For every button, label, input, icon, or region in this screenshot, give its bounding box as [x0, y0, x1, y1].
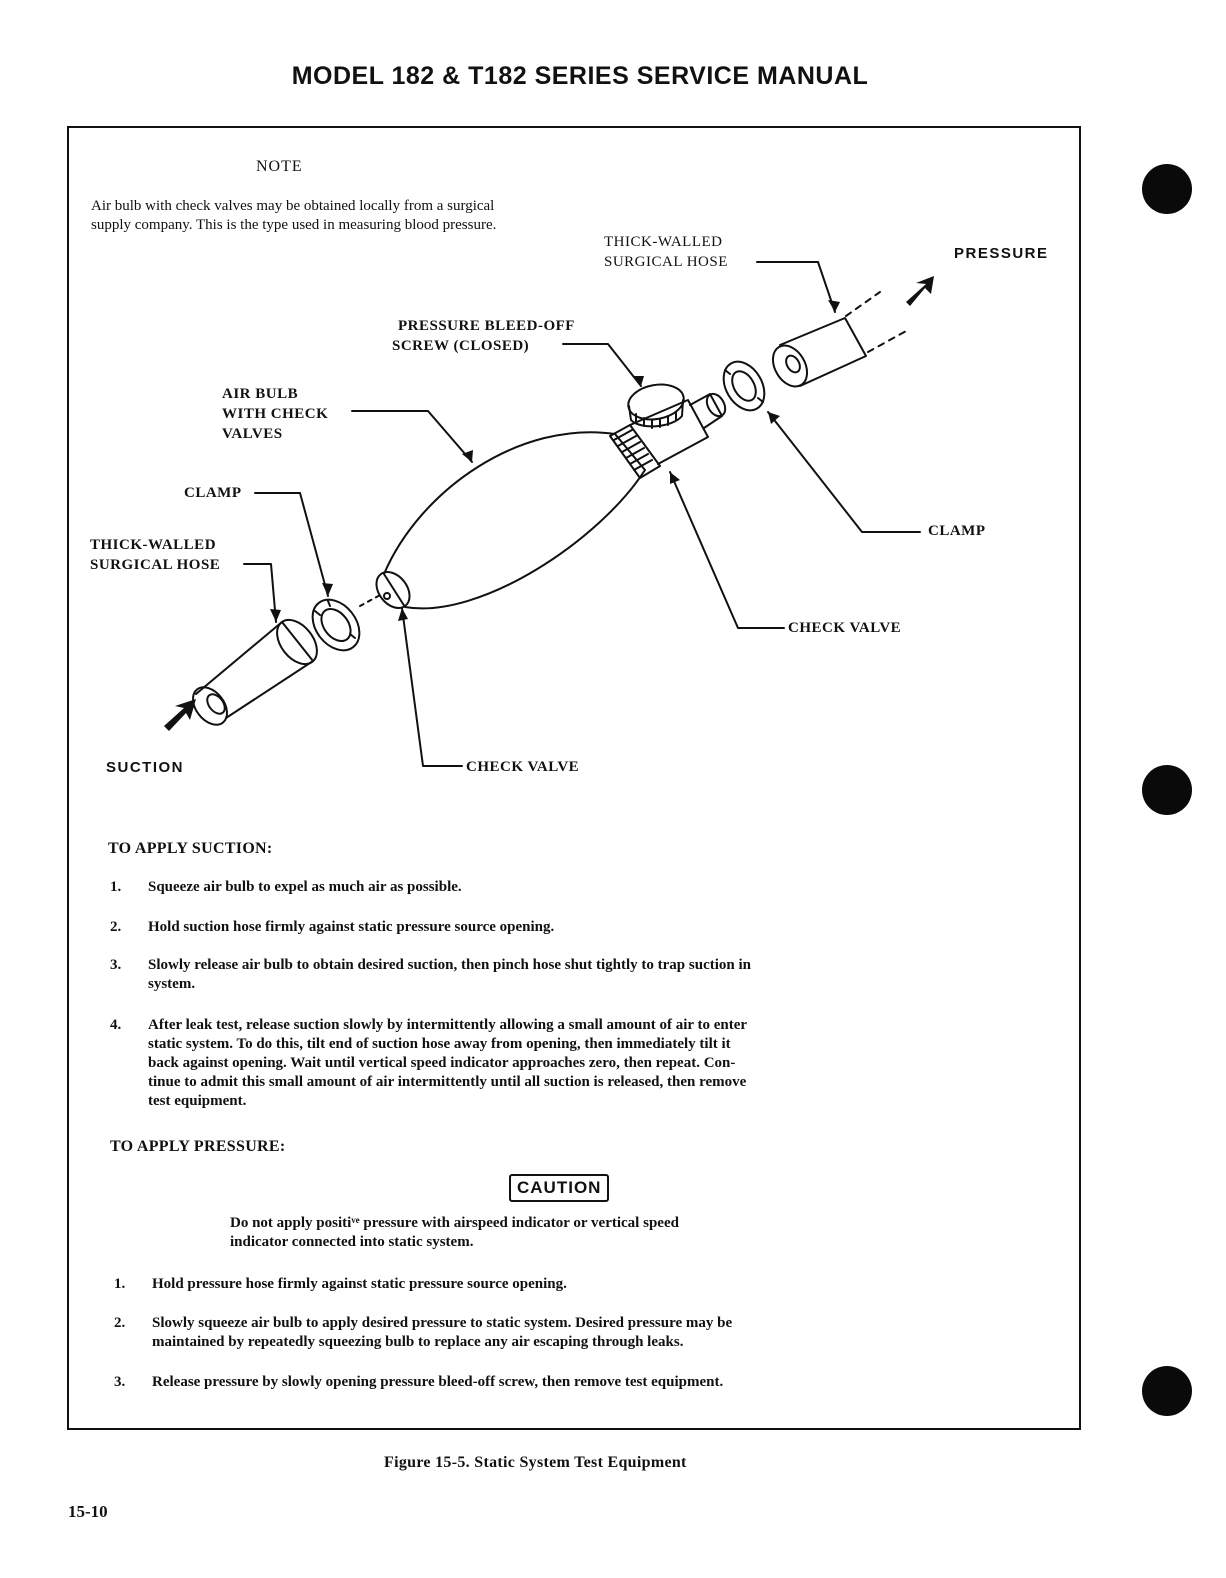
- label-hose-left-line1: THICK-WALLED: [90, 537, 217, 553]
- label-bulb-line3: VALVES: [222, 426, 283, 442]
- binder-hole-bottom: [1142, 1366, 1192, 1416]
- pressure-arrow-icon: [906, 276, 934, 306]
- label-air-bulb: [222, 384, 328, 444]
- suction-step-2-num: 2.: [110, 919, 122, 935]
- suction-step-4-line: tinue to admit this small amount of air intermittently until all suction is released, then remove: [148, 1074, 747, 1090]
- pressure-step-2-line: maintained by repeatedly squeezing bulb to replace any air escaping through leaks.: [152, 1334, 684, 1350]
- pressure-step-2-line: Slowly squeeze air bulb to apply desired pressure to static system. Desired pressure may be: [152, 1315, 733, 1331]
- suction-step-3-text: [148, 956, 751, 994]
- label-check-valve-bottom: CHECK VALVE: [466, 759, 580, 775]
- suction-step-4-line: static system. To do this, tilt end of suction hose away from opening, then immediately tilt it: [148, 1036, 731, 1052]
- suction-heading: TO APPLY SUCTION:: [108, 840, 273, 857]
- note-heading: NOTE: [256, 158, 303, 175]
- suction-arrow-icon: [164, 699, 196, 731]
- suction-step-4-num: 4.: [110, 1017, 122, 1033]
- suction-hose-left: [186, 612, 325, 731]
- label-clamp-left: CLAMP: [184, 485, 242, 501]
- suction-step-3-num: 3.: [110, 957, 122, 973]
- label-bleed-line1: PRESSURE BLEED-OFF: [398, 318, 575, 334]
- clamp-left-shape: [303, 591, 369, 660]
- pressure-step-1-text: Hold pressure hose firmly against static pressure source opening.: [152, 1276, 567, 1292]
- suction-step-4-line: back against opening. Wait until vertical speed indicator approaches zero, then repeat. Con-: [148, 1055, 736, 1071]
- figure-caption: Figure 15-5. Static System Test Equipment: [384, 1454, 687, 1471]
- suction-step-3-line: Slowly release air bulb to obtain desired suction, then pinch hose shut tightly to trap suction in: [148, 957, 752, 973]
- caution-line: indicator connected into static system.: [230, 1234, 474, 1250]
- pressure-step-3-num: 3.: [114, 1374, 126, 1390]
- suction-step-4-line: After leak test, release suction slowly by intermittently allowing a small amount of air to enter: [148, 1017, 748, 1033]
- caution-label: CAUTION: [509, 1174, 609, 1202]
- label-hose-left-line2: SURGICAL HOSE: [90, 557, 221, 573]
- page-number: 15-10: [68, 1502, 108, 1521]
- label-bleed-off-screw: [392, 316, 575, 356]
- label-bulb-line1: AIR BULB: [222, 386, 299, 402]
- label-hose-right: [604, 232, 728, 272]
- pressure-hose-right: [766, 318, 866, 393]
- label-bulb-line2: WITH CHECK: [222, 406, 329, 422]
- label-suction: SUCTION: [106, 759, 184, 776]
- label-pressure: PRESSURE: [954, 245, 1049, 262]
- pressure-step-3-text: Release pressure by slowly opening pressure bleed-off screw, then remove test equipment.: [152, 1374, 724, 1390]
- suction-step-4-text: [148, 1016, 747, 1111]
- suction-step-4-line: test equipment.: [148, 1093, 247, 1109]
- label-check-valve-right: CHECK VALVE: [788, 620, 902, 636]
- pressure-step-2-text: [152, 1314, 732, 1352]
- pressure-step-1-num: 1.: [114, 1276, 126, 1292]
- caution-text: [230, 1214, 890, 1252]
- label-clamp-right: CLAMP: [928, 523, 986, 539]
- page-header-title: MODEL 182 & T182 SERIES SERVICE MANUAL: [291, 62, 869, 90]
- air-bulb-shape: [370, 380, 729, 614]
- suction-step-1-text: Squeeze air bulb to expel as much air as possible.: [148, 879, 462, 895]
- suction-step-3-line: system.: [148, 976, 196, 992]
- clamp-right-shape: [715, 354, 772, 417]
- pressure-step-2-num: 2.: [114, 1315, 126, 1331]
- caution-line: Do not apply positiᵛᵉ pressure with airspeed indicator or vertical speed: [230, 1215, 679, 1231]
- note-text: Air bulb with check valves may be obtained locally from a surgical supply company. This is the type used in measuring blood pressure.: [91, 198, 497, 233]
- label-hose-left: [90, 535, 220, 575]
- pressure-heading: TO APPLY PRESSURE:: [110, 1138, 286, 1155]
- suction-step-1-num: 1.: [110, 879, 122, 895]
- suction-step-2-text: Hold suction hose firmly against static pressure source opening.: [148, 919, 555, 935]
- label-bleed-line2: SCREW (CLOSED): [392, 338, 530, 354]
- label-hose-right-line2: SURGICAL HOSE: [604, 254, 728, 270]
- label-hose-right-line1: THICK-WALLED: [604, 234, 723, 250]
